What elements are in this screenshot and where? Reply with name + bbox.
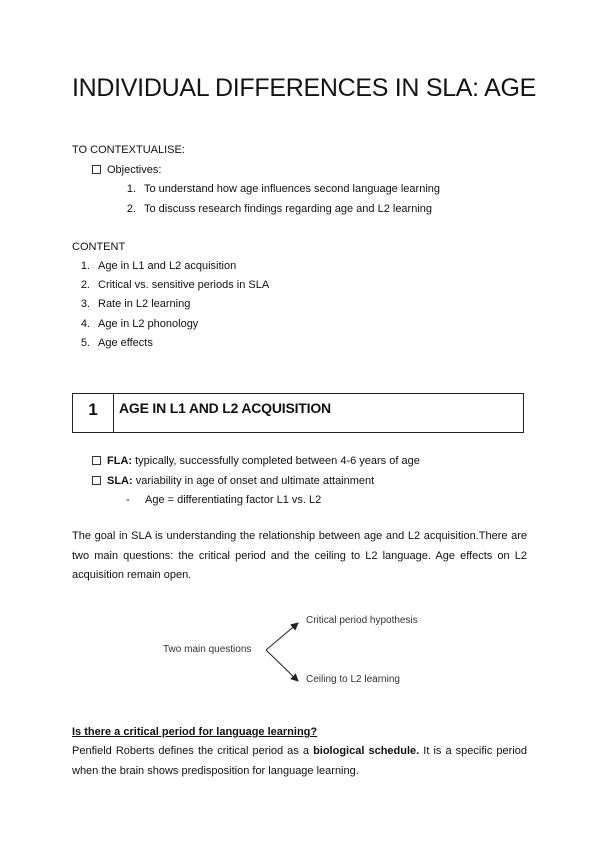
checkbox-icon	[92, 165, 101, 174]
question-heading: Is there a critical period for language learning?	[72, 726, 318, 738]
objectives-label: Objectives:	[107, 164, 162, 176]
arrow-up	[266, 623, 298, 650]
fla-item: FLA: typically, successfully completed between 4-6 years of age	[92, 454, 420, 468]
intro-paragraph: The goal in SLA is understanding the relationship between age and L2 acquisition.There are two main questions: the critical period and the ceiling to L2 language. Age effects on L2 acquisition remain open.	[72, 530, 527, 581]
questions-diagram	[150, 605, 450, 695]
sla-item: SLA: variability in age of onset and ultimate attainment	[92, 474, 374, 488]
section-title: AGE IN L1 AND L2 ACQUISITION	[119, 400, 331, 416]
content-heading: CONTENT	[72, 241, 126, 253]
section-number: 1	[73, 394, 114, 432]
content-item: 2. Critical vs. sensitive periods in SLA	[80, 279, 270, 291]
arrow-down	[266, 650, 298, 681]
objectives-checkbox-item	[92, 163, 161, 177]
diagram-arrows	[150, 605, 450, 695]
content-item: 4. Age in L2 phonology	[80, 318, 199, 330]
sla-sub-item: - Age = differentiating factor L1 vs. L2	[126, 494, 322, 506]
diagram-left-label: Two main questions	[163, 644, 252, 655]
content-item: 1. Age in L1 and L2 acquisition	[80, 260, 237, 272]
section-header	[72, 393, 524, 433]
critical-period-paragraph: Penfield Roberts defines the critical period as a biological schedule. It is a specific period when the brain shows predisposition for language learning.	[72, 745, 527, 777]
content-item: 5. Age effects	[80, 337, 153, 349]
diagram-top-label: Critical period hypothesis	[306, 615, 418, 626]
objective-item: 2. To discuss research findings regarding age and L2 learning	[126, 203, 433, 215]
checkbox-icon	[92, 456, 101, 465]
contextualise-heading: TO CONTEXTUALISE:	[72, 144, 185, 156]
page-title: INDIVIDUAL DIFFERENCES IN SLA: AGE	[72, 74, 536, 102]
checkbox-icon	[92, 476, 101, 485]
objective-item: 1. To understand how age influences second language learning	[126, 183, 440, 195]
content-item: 3. Rate in L2 learning	[80, 298, 191, 310]
diagram-bottom-label: Ceiling to L2 learning	[306, 674, 400, 685]
